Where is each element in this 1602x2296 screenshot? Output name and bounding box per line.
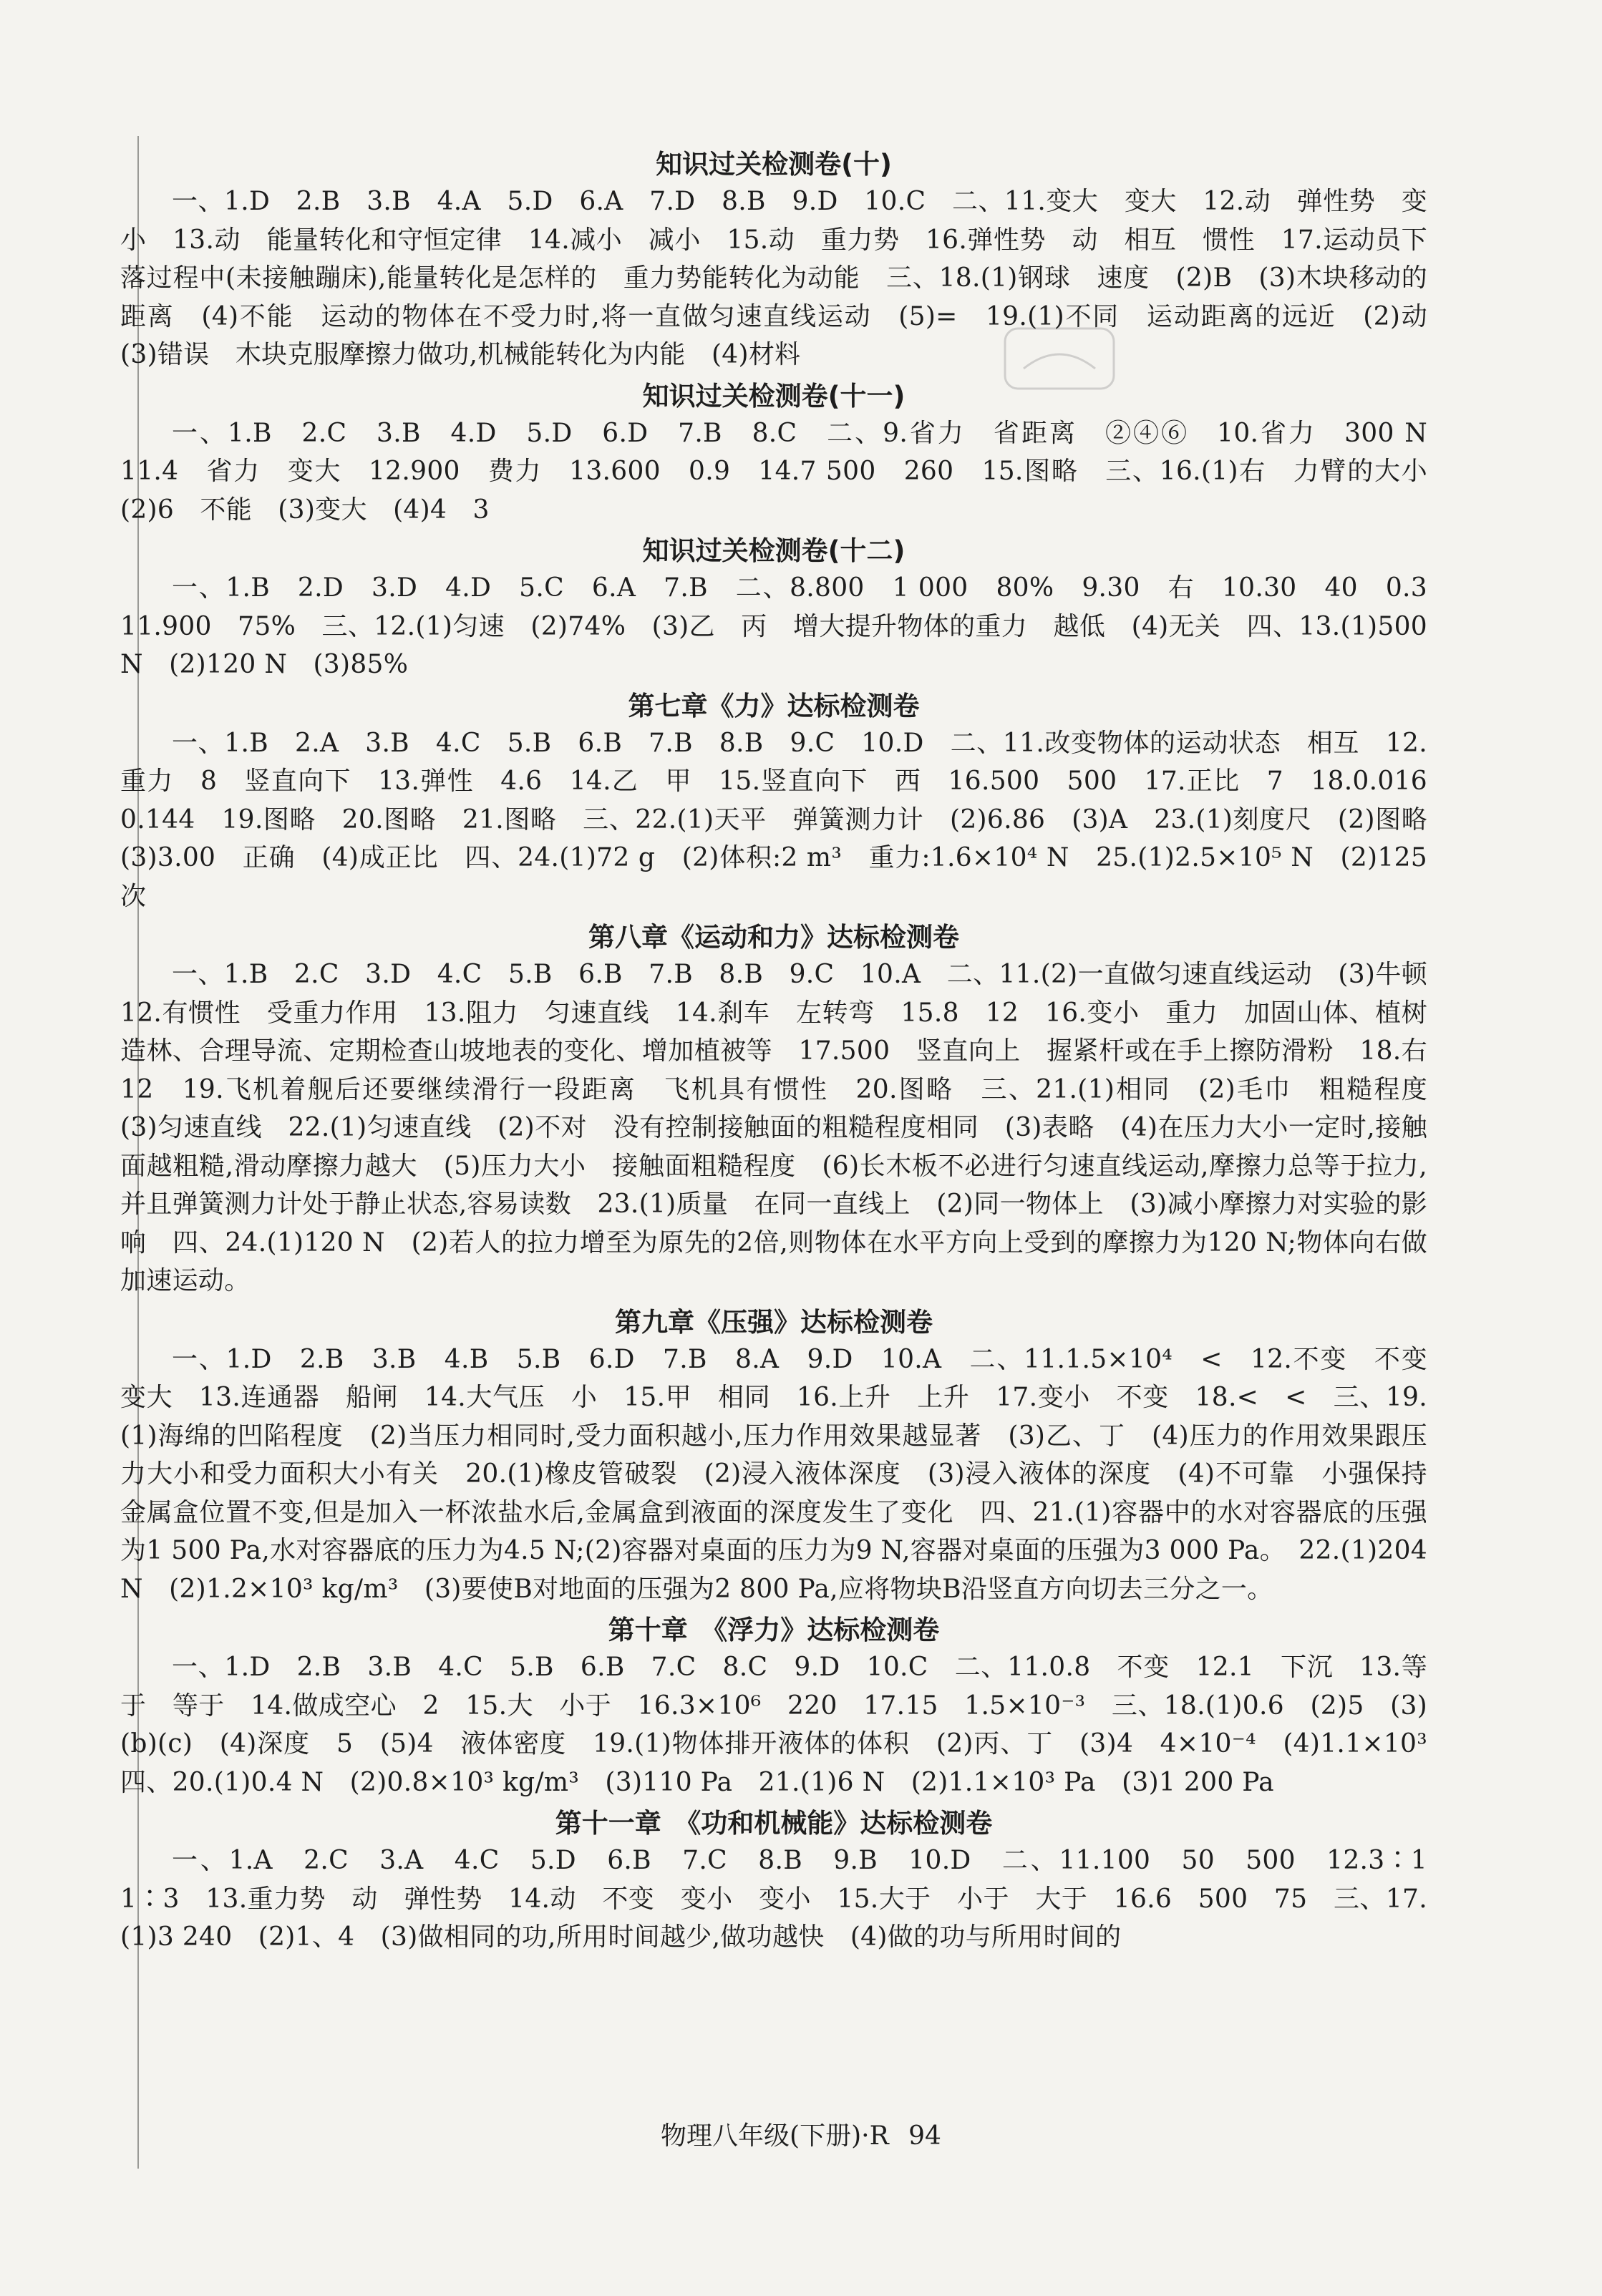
section-answers: 一、1.A 2.C 3.A 4.C 5.D 6.B 7.C 8.B 9.B 10.D 二、11.100 50 500 12.3∶1 1∶3 13.重力势 动 弹性势 14.动 不变 变小 变小 15.大于 小于 大于 16.6 500 75 三、17.(1)3 240 (2)1、4 (3)做相同的功,所用时间越少,做功越快 (4)做的功与所用时间的 (120, 1846, 1454, 1952)
section-title: 第七章《力》达标检测卷 (628, 690, 920, 721)
section-answers: 一、1.B 2.A 3.B 4.C 5.B 6.B 7.B 8.B 9.C 10.D 二、11.改变物体的运动状态 相互 12.重力 8 竖直向下 13.弹性 4.6 14.乙 甲 15.竖直向下 西 16.500 500 17.正比 7 18.0.016 0.144 19.图略 20.图略 21.图略 三、22.(1)天平 弹簧测力计 (2)6.86 (3)A 23.(1)刻度尺 (2)图略 (3)3.00 正确 (4)成正比 四、24.(1)72 g (2)体积:2 m³ 重力:1.6×10⁴ N 25.(1)2.5×10⁵ N (2)125次 (120, 728, 1454, 911)
footer-subject: 物理八年级(下册)·R (661, 2121, 889, 2151)
section-title: 知识过关检测卷(十) (656, 149, 892, 180)
section-answers: 一、1.D 2.B 3.B 4.C 5.B 6.B 7.C 8.C 9.D 10.C 二、11.0.8 不变 12.1 下沉 13.等于 等于 14.做成空心 2 15.大 小于 16.3×10⁶ 220 17.15 1.5×10⁻³ 三、18.(1)0.6 (2)5 (3)(b)(c) (4)深度 5 (5)4 液体密度 19.(1)物体排开液体的体积 (2)丙、丁 (3)4 4×10⁻⁴ (4)1.1×10³ 四、20.(1)0.4 N (2)0.8×10³ kg/m³ (3)110 Pa 21.(1)6 N (2)1.1×10³ Pa (3)1 200 Pa (120, 1653, 1454, 1797)
page-footer (0, 2119, 1602, 2154)
section-title: 第十章 《浮力》达标检测卷 (608, 1615, 940, 1645)
section-answers: 一、1.B 2.D 3.D 4.D 5.C 6.A 7.B 二、8.800 1 000 80% 9.30 右 10.30 40 0.3 11.900 75% 三、12.(1)匀速 (2)74% (3)乙 丙 增大提升物体的重力 越低 (4)无关 四、13.(1)500 N (2)120 N (3)85% (120, 573, 1454, 679)
section-title: 第八章《运动和力》达标检测卷 (588, 922, 959, 953)
section-title: 第十一章 《功和机械能》达标检测卷 (555, 1808, 993, 1839)
section-title: 知识过关检测卷(十二) (642, 535, 906, 566)
page-number: 94 (908, 2121, 941, 2151)
section-answers: 一、1.B 2.C 3.D 4.C 5.B 6.B 7.B 8.B 9.C 10.A 二、11.(2)一直做匀速直线运动 (3)牛顿 12.有惯性 受重力作用 13.阻力 匀速直线 14.刹车 左转弯 15.8 12 16.变小 重力 加固山体、植树造林、合理导流、定期检查山坡地表的变化、增加植被等 17.500 竖直向上 握紧杆或在手上擦防滑粉 18.右 12 19.飞机着舰后还要继续滑行一段距离 飞机具有惯性 20.图略 三、21.(1)相同 (2)毛巾 粗糙程度 (3)匀速直线 22.(1)匀速直线 (2)不对 没有控制接触面的粗糙程度相同 (3)表略 (4)在压力大小一定时,接触面越粗糙,滑动摩擦力越大 (5)压力大小 接触面粗糙程度 (6)长木板不必进行匀速直线运动,摩擦力总等于拉力,并且弹簧测力计处于静止状态,容易读数 23.(1)质量 在同一直线上 (2)同一物体上 (3)减小摩擦力对实验的影响 四、24.(1)120 N (2)若人的拉力增至为原先的2倍,则物体在水平方向上受到的摩擦力为120 N;物体向右做加速运动。 (120, 960, 1454, 1295)
section-answers: 一、1.D 2.B 3.B 4.B 5.B 6.D 7.B 8.A 9.D 10.A 二、11.1.5×10⁴ < 12.不变 不变 变大 13.连通器 船闸 14.大气压 小 15.甲 相同 16.上升 上升 17.变小 不变 18.< < 三、19.(1)海绵的凹陷程度 (2)当压力相同时,受力面积越小,压力作用效果越显著 (3)乙、丁 (4)压力的作用效果跟压力大小和受力面积大小有关 20.(1)橡皮管破裂 (2)浸入液体深度 (3)浸入液体的深度 (4)不可靠 小强保持金属盒位置不变,但是加入一杯浓盐水后,金属盒到液面的深度发生了变化 四、21.(1)容器中的水对容器底的压强为1 500 Pa,水对容器底的压力为4.5 N;(2)容器对桌面的压力为9 N,容器对桌面的压强为3 000 Pa。 22.(1)204 N (2)1.2×10³ kg/m³ (3)要使B对地面的压强为2 800 Pa,应将物块B沿竖直方向切去三分之一。 (120, 1344, 1454, 1604)
section-title: 第九章《压强》达标检测卷 (615, 1306, 933, 1338)
section-answers: 一、1.B 2.C 3.B 4.D 5.D 6.D 7.B 8.C 二、9.省力 省距离 ②④⑥ 10.省力 300 N 11.4 省力 变大 12.900 费力 13.600 0.9 14.7 500 260 15.图略 三、16.(1)右 力臂的大小 (2)6 不能 (3)变大 (4)4 3 (120, 418, 1454, 525)
section-answers: 一、1.D 2.B 3.B 4.A 5.D 6.A 7.D 8.B 9.D 10.C 二、11.变大 变大 12.动 弹性势 变小 13.动 能量转化和守恒定律 14.减小 减小 15.动 重力势 16.弹性势 动 相互 惯性 17.运动员下落过程中(未接触蹦床),能量转化是怎样的 重力势能转化为动能 三、18.(1)钢球 速度 (2)B (3)木块移动的距离 (4)不能 运动的物体在不受力时,将一直做匀速直线运动 (5)= 19.(1)不同 运动距离的远近 (2)动 (3)错误 木块克服摩擦力做功,机械能转化为内能 (4)材料 (120, 187, 1454, 369)
section-title: 知识过关检测卷(十一) (642, 380, 906, 412)
answer-content (120, 147, 1454, 1961)
